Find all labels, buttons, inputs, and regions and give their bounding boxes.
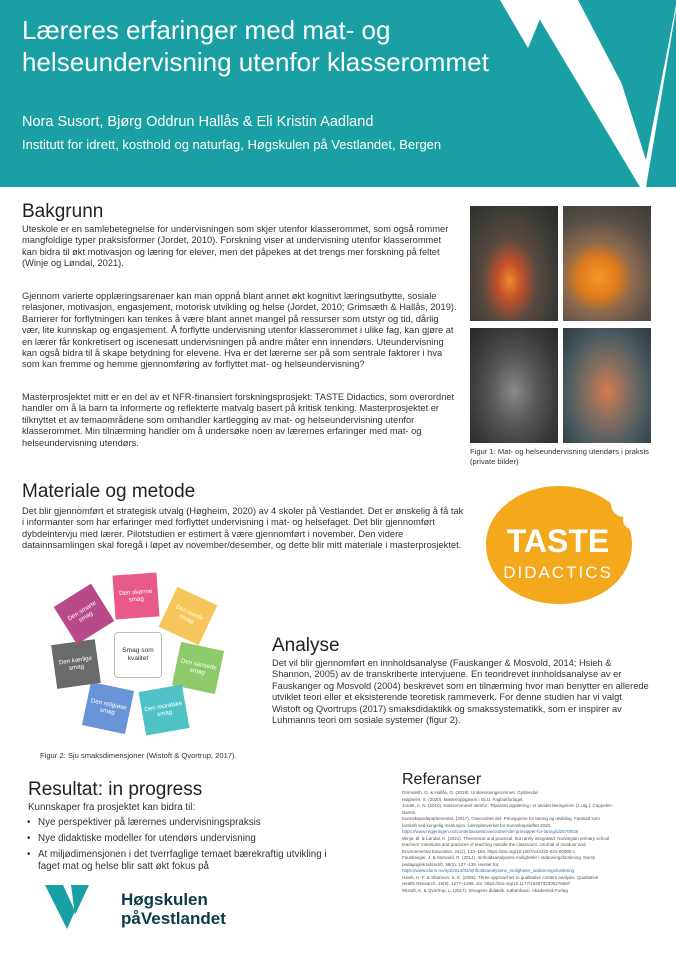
- section-title-metode: Materiale og metode: [22, 481, 196, 502]
- center-quality: Smag som kvalitet: [114, 632, 162, 678]
- reference-link[interactable]: https://www.regjeringen.no/contentassets/overordnet-del-prinsipper-for-laring/id2570003/: [402, 829, 579, 834]
- metode-paragraph: Det blir gjennomført et strategisk utvalg (Høgheim, 2020) av 4 skoler på Vestlandet. Det er ønskelig å få tak i informanter som har erfaringer med forflyttet undervisning i mat- og helsefaget. Det blir gjennomført dybdeintervju med lærer. Pilotstudien er estimert å være gjennomført i november. Den videre datainnsamlingen skal foregå i løpet av november/desember, og dette blir mitt materiale i masterprosjektet.: [22, 506, 464, 551]
- resultat-bullet-1: • Nye perspektiver på lærernes undervisningspraksis: [38, 817, 348, 829]
- petal-sunde: Den sunde smag: [159, 587, 217, 645]
- resultat-bullet-2: • Nye didaktiske modeller for utendørs undervisning: [38, 833, 348, 845]
- authors: Nora Susort, Bjørg Oddrun Hallås & Eli Kristin Aadland: [22, 114, 374, 130]
- photo-cooking-pan: [563, 206, 651, 321]
- reference-item: Wistoft, K. & Qvortrup, L. (2017). Smagens didaktik. København: Akademisk Forlag: [402, 887, 568, 893]
- reference-item: Hsieh, H.-F. & Shannon, S. E. (2005). Three approaches to qualitative content analysis. Qualitative Health Research, 15(9), 1277–1288. doi: https://doi.org/10.1177/1049732305276687: [402, 874, 599, 886]
- petal-skonne: Den skønne smag: [113, 573, 160, 620]
- petal-religiose: Den religiøse smag: [82, 682, 134, 734]
- reference-item: Fauskanger, J. & Mosvold, R. (2014). Innholdsanalysens muligheter i utdanningsforskning. Norsk pedagogisk tidsskrift, 98(2), 127–139. Hentet fra:: [402, 855, 596, 867]
- resultat-intro: Kunnskaper fra prosjektet kan bidra til:: [28, 802, 196, 813]
- section-title-bakgrunn: Bakgrunn: [22, 201, 104, 222]
- poster-header: [0, 0, 676, 187]
- bakgrunn-paragraph-2: Gjennom varierte opplæringsarenaer kan man oppnå blant annet økt kognitivt læringsutbytte, sosiale relasjoner, motivasjon, engasjement, motorisk utvikling og helse (Jordet, 2010; Grimsæth & Hallås, 2019). Barrierer for forflytningen kan tenkes å være blant annet mangel på ressurser som utstyr og tid, dårlig vær, lite kunnskap og engasjement. Å forflytte undervisning utenfor klasserommet i ulike fag, kan gjøre at en lærer får konkretisert og iscenesatt undervisningen på andre måter enn innendørs. Uteundervisning kan også bidra til å skape betydning for elevene. Hva er det lærerne ser på som sentrale faktorer i hva som kan fremme og hemme gjennomføring av forflyttet mat- og helseundervisning?: [22, 291, 457, 370]
- petal-sansede: Den sansede smag: [172, 642, 224, 694]
- photo-foil-parcels: [470, 328, 558, 443]
- taste-didactics-logo: [484, 484, 634, 606]
- petal-moralske: Den moralske smag: [139, 685, 190, 736]
- hvl-logo: [45, 885, 226, 936]
- institution: Institutt for idrett, kosthold og naturfag, Høgskulen på Vestlandet, Bergen: [22, 137, 442, 152]
- section-title-analyse: Analyse: [272, 635, 340, 656]
- figure-2-caption: Figur 2: Sju smaksdimensjoner (Wistoft & Qvortrup, 2017).: [40, 751, 237, 760]
- reference-item: Winje, Ø. & Løndal, K. (2021). Theoretical and practical, but rarely integrated: Norwegian primary school teachers' intentions and practices of teaching outside the classroom. Journal of Outdoor and Environmental Education, 24(2), 133–150. https://doi.org/10.1007/s42322-021-00080-x: [402, 835, 610, 854]
- figure-1-caption: Figur 1: Mat- og helseundervisning utendørs i praksis (private bilder): [470, 447, 649, 466]
- reference-link[interactable]: https://www.idunn.no/npt/2014/02/innholdsanalysens_muligheter_iutdanningsforskning: [402, 868, 575, 873]
- reference-item: Grimsæth, G. & Hallås, O. (2019). Undervisningsrommet. Gyldendal: [402, 790, 538, 795]
- petal-smarte: Den smarte smag: [54, 584, 115, 645]
- section-title-referanser: Referanser: [402, 771, 482, 788]
- reference-item: Jordet, A. N. (2010). Klasserommet utenfor: Tilpasset opplæring i et utvidet læringsrom (1.utg.). Cappelen Damm.: [402, 803, 612, 815]
- analyse-paragraph: Det vil blir gjennomført en innholdsanalyse (Fauskanger & Mosvold, 2014; Hsieh & Shannon, 2005) av de transkriberte intervjuene. En teoridrevet innholdsanalyse av er Fauskanger og Mosvold (2004) beskrevet som en tilnærming hvor man benytter en allerede utviklet teori eller et eksisterende teoretisk rammeverk. For denne studien har vi valgt Wistoft og Qvortrups (2017) smaksdidaktikk og smakssystematikk, som er inspirer av Luhmanns teori om sosiale systemer (figur 2).: [272, 658, 649, 726]
- bakgrunn-paragraph-1: Uteskole er en samlebetegnelse for undervisningen som skjer utenfor klasserommet, som også rommer mangfoldige typer praksisformer (Jordet, 2010). Forskning viser at undervisning utenfor klasserommet kan bidra til økt motivasjon og læring for elever, men det påpekes at det trengs mer forskning på feltet (Winje og Løndal, 2021).: [22, 224, 449, 269]
- taste-logo-line1: TASTE: [506, 523, 610, 559]
- poster-title: Læreres erfaringer med mat- og helseundervisning utenfor klasserommet: [22, 15, 489, 77]
- petal-kaerlige: Den kærlige smag: [51, 639, 101, 689]
- reference-item: Kunnskapsdepartementet. (2017). Overordnet del- Prinsippene for læring og utvikling. Fastsatt som forskrift ved kongelig resolusjon. Læreplanverket for Kunnskapsløftet 2020.: [402, 816, 600, 828]
- resultat-bullet-3: • At miljødimensjonen i det tverrfaglige temaet bærekraftig utvikling i faget mat og helse blir satt økt fokus på: [38, 849, 338, 873]
- hvl-logo-line1: Høgskulen: [121, 890, 208, 909]
- section-title-resultat: Resultat: in progress: [28, 779, 203, 800]
- hvl-logo-text: [121, 890, 226, 928]
- taste-logo-line2: DIDACTICS: [503, 563, 613, 582]
- reference-item: Høgheim, S. (2020). Masteroppgaven i GLU. Fagbokforlaget.: [402, 796, 524, 802]
- bakgrunn-paragraph-3: Masterprosjektet mitt er en del av et NFR-finansiert forskningsprosjekt: TASTE Didactics, som overordnet handler om å la barn ta informerte og reflekterte matvalg basert på kritisk tenking. Masterprosjektet er tilknyttet et av temaområdene som omhandler kartlegging av mat- og helseundervisning utenfor klasserommet. Min tilnærming handler om å undersøke noen av lærernes erfaringer med mat- og helseundervisning utendørs.: [22, 392, 455, 448]
- taste-dimensions-diagram: [48, 570, 228, 745]
- photo-children-outdoors: [563, 328, 651, 443]
- hvl-logo-mark-icon: [45, 885, 115, 931]
- hvl-logo-line2: påVestlandet: [121, 909, 226, 928]
- reference-list: [402, 790, 612, 894]
- photo-campfire: [470, 206, 558, 321]
